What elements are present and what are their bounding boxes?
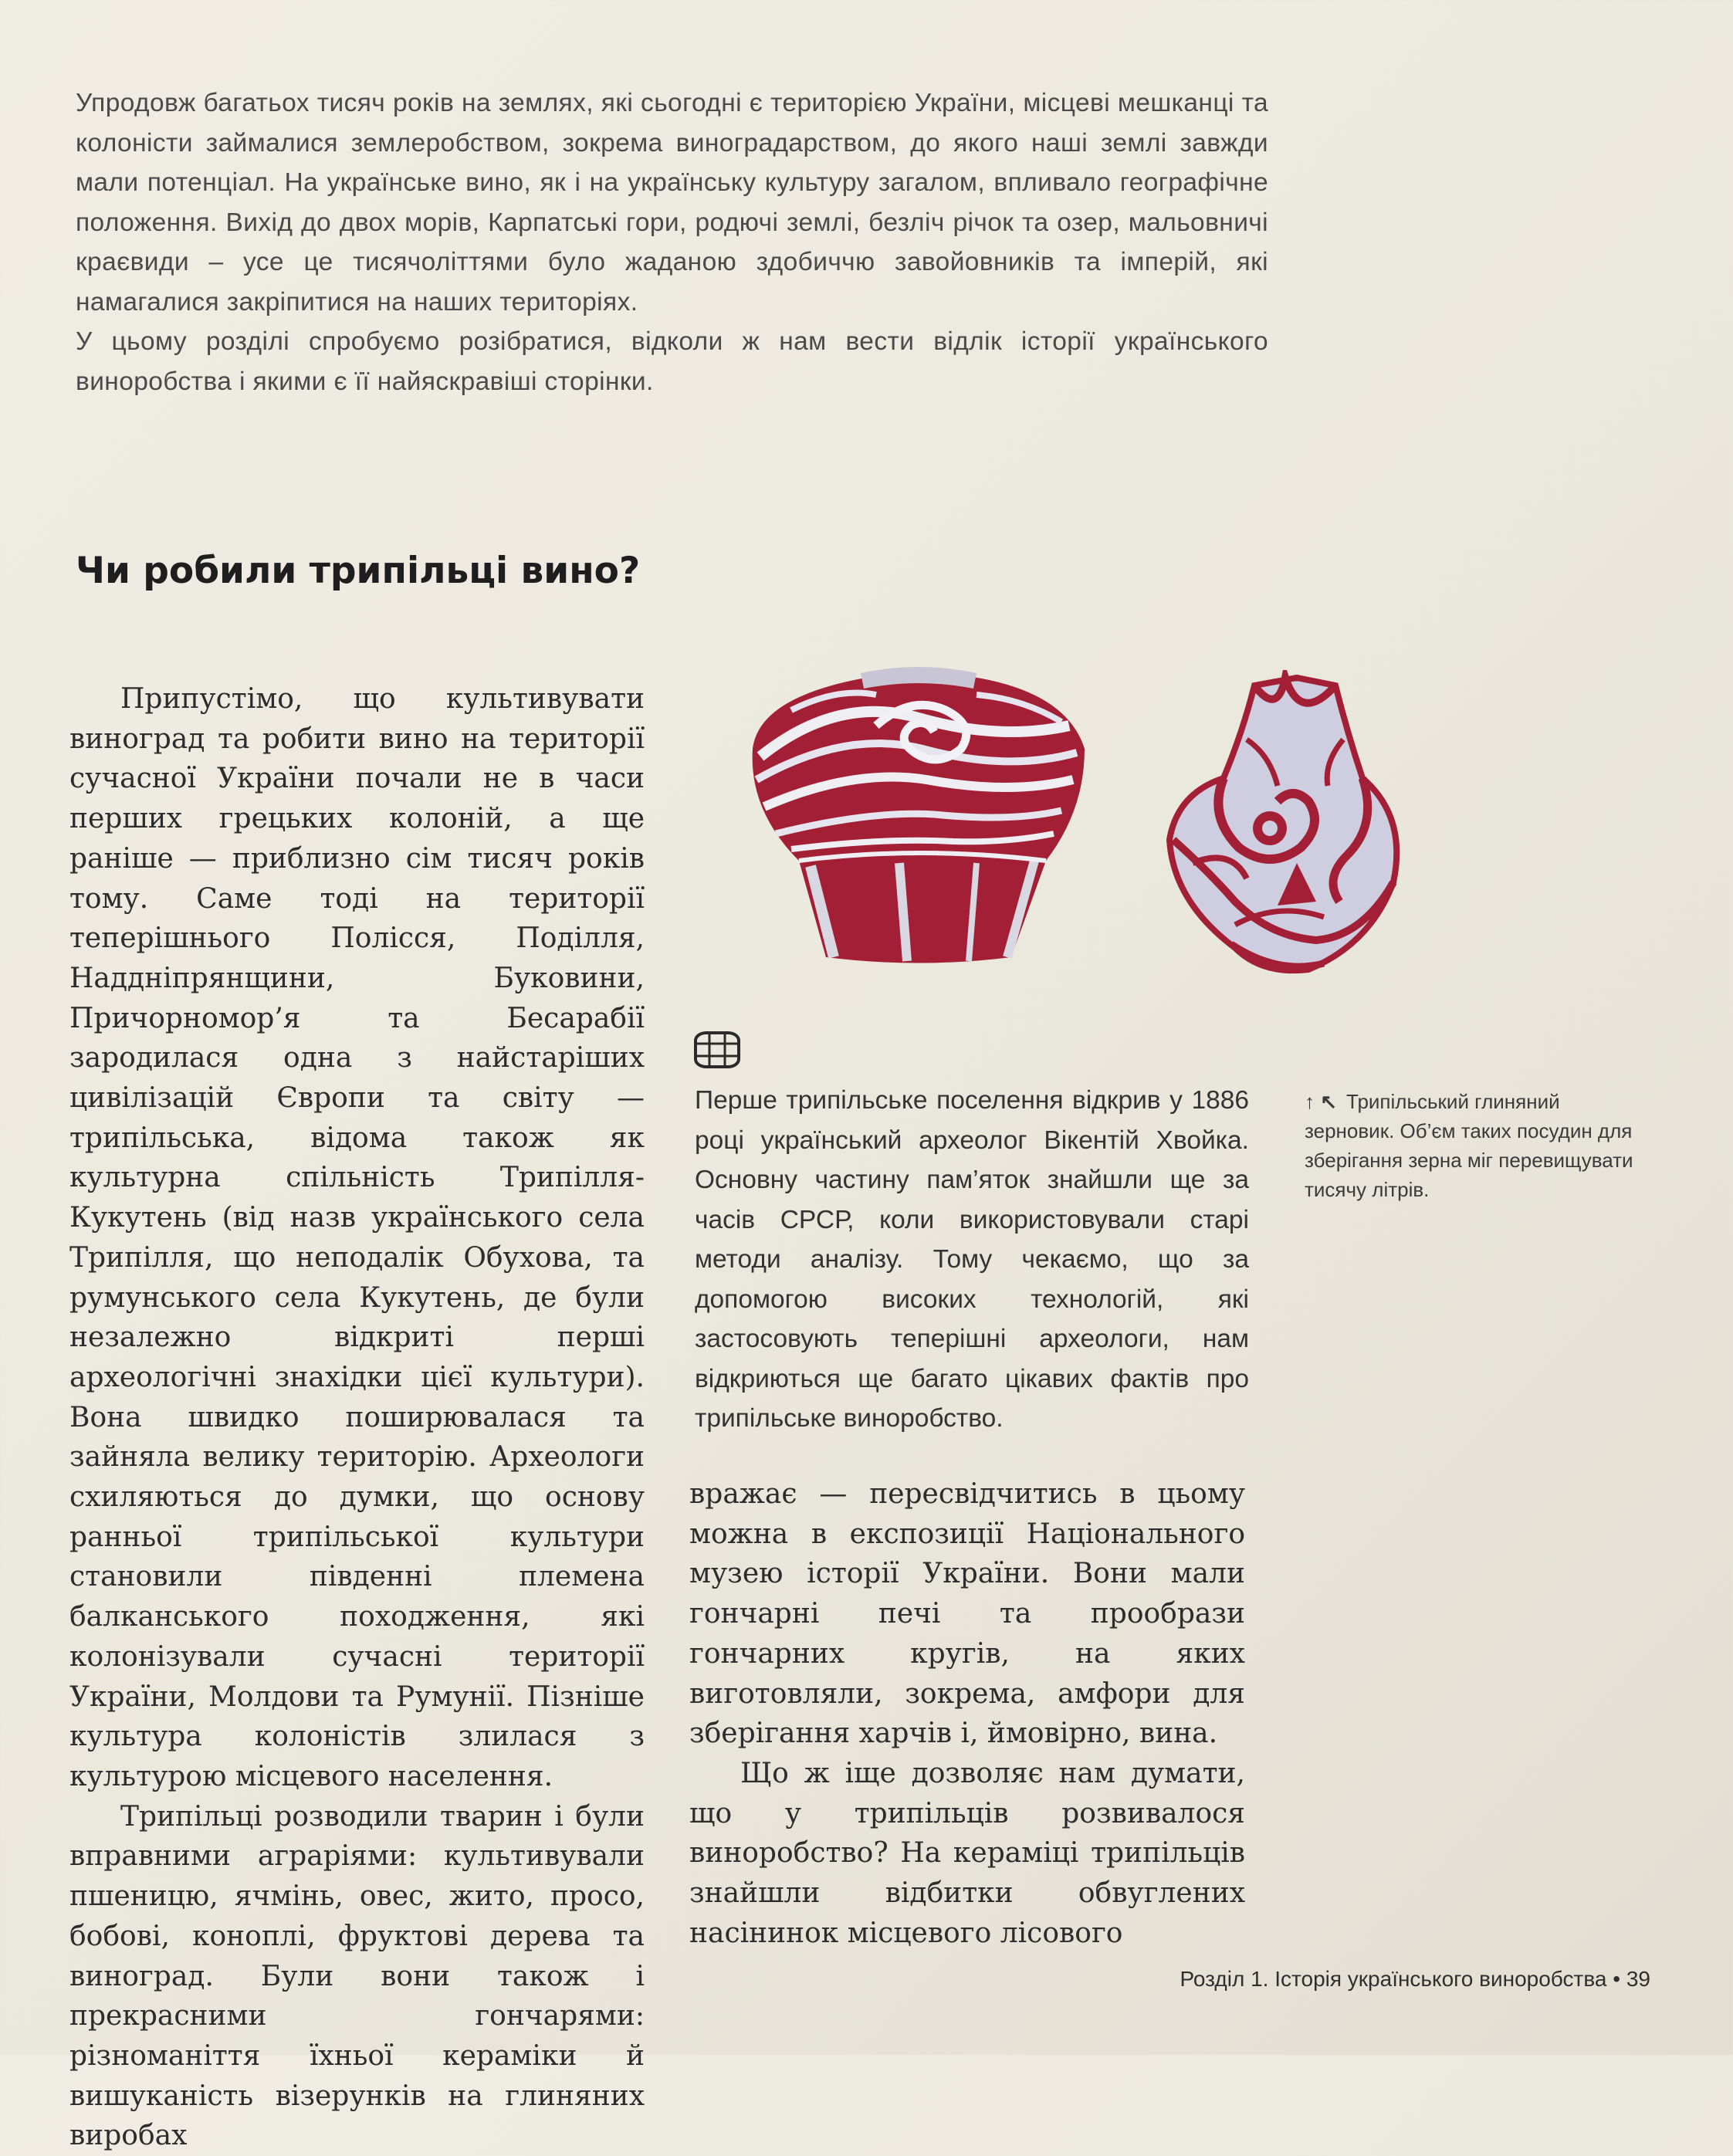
body-paragraph: Припустімо, що культивувати виноград та робити вино на території сучасної України почали не в часи перших грецьких колоній, а ще раніше — приблизно сім тисяч років тому. Саме тоді на території теперішнього Полісся, Поділля, Наддніпрянщини, Буковини, Причорномор’я та Бесарабії зародилася одна з найстаріших цивілізацій Європи та світу — трипільська, відома також як культурна спільність Трипілля-Кукутень (від назв українського села Трипілля, що неподалік Обухова, та румунського села Кукутень, де були незалежно відкриті перші археологічні знахідки цієї культури). Вона швидко поширювалася та зайняла велику територію. Археологи схиляються до думки, що основу ранньої трипільської культури становили південні племена балканського походження, які колонізували сучасні території України, Молдови та Румунії. Пізніше культура колоністів злилася з культурою місцевого населення. [69,683,645,1792]
body-paragraph: Трипільці розводили тварин і були вправними аграріями: культивували пшеницю, ячмінь, овес, жито, просо, бобові, коноплі, фруктові дерева та виноград. Були вони також і прекрасними гончарями: різноманіття їхньої кераміки й вишуканість візерунків на глиняних виробах [69,1800,645,2152]
body-column-left [69,679,645,2156]
intro-text [76,83,1268,401]
page-footer: Розділ 1. Історія українського виноробства • 39 [1180,1967,1650,1991]
illustration-caption [1305,1087,1652,1204]
intro-paragraph: У цьому розділі спробуємо розібратися, відколи ж нам вести відлік історії українського виноробства і якими є її найяскравіші сторінки. [76,327,1268,396]
intro-paragraph: Упродовж багатьох тисяч років на землях, які сьогодні є територією України, місцеві мешканці та колоністи займалися землеробством, зокрема виноградарством, до якого наші землі завжди мали потенціал. На українське вино, як і на українську культуру загалом, впливало географічне положення. Вихід до двох морів, Карпатські гори, родючі землі, безліч річок та озер, мальовничі краєвиди – усе це тисячоліттями було жаданою здобиччю завойовників та імперій, які намагалися закріпитися на наших територіях. [76,89,1268,316]
body-paragraph: Що ж іще дозволяє нам думати, що у трипільців розвивалося виноробство? На кераміці трипільців знайшли відбитки обвуглених насінинок місцевого лісового [689,1757,1245,1949]
caption-text: Трипільський глиняний зерновик. Об’єм таких посудин для зберігання зерна міг перевищувати тисячу літрів. [1305,1090,1633,1201]
note-text: Перше трипільське поселення відкрив у 1886 році український археолог Вікентій Хвойка. Основну частину пам’яток знайшли ще за часів СРСР, коли використовували старі методи аналізу. Тому чекаємо, що за допомогою високих технологій, які застосовують теперішні археологи, нам відкриються ще багато цікавих фактів про трипільське виноробство. [695,1086,1249,1433]
barrel-icon [692,1031,742,1069]
body-column-right [689,1474,1245,1953]
vessel-small-illustration [1162,670,1413,975]
body-paragraph: вражає — пересвідчитись в цьому можна в експозиції Національного музею історії України. Вони мали гончарні печі та прообрази гончарних кругів, на яких виготовляли, зокрема, амфори для зберігання харчів і, ймовірно, вина. [689,1478,1245,1750]
vessel-large-illustration [745,664,1092,969]
section-heading: Чи робили трипільці вино? [76,550,641,592]
sidebar-note [695,1081,1249,1439]
caption-arrows: ↑ ↖ [1305,1090,1338,1113]
